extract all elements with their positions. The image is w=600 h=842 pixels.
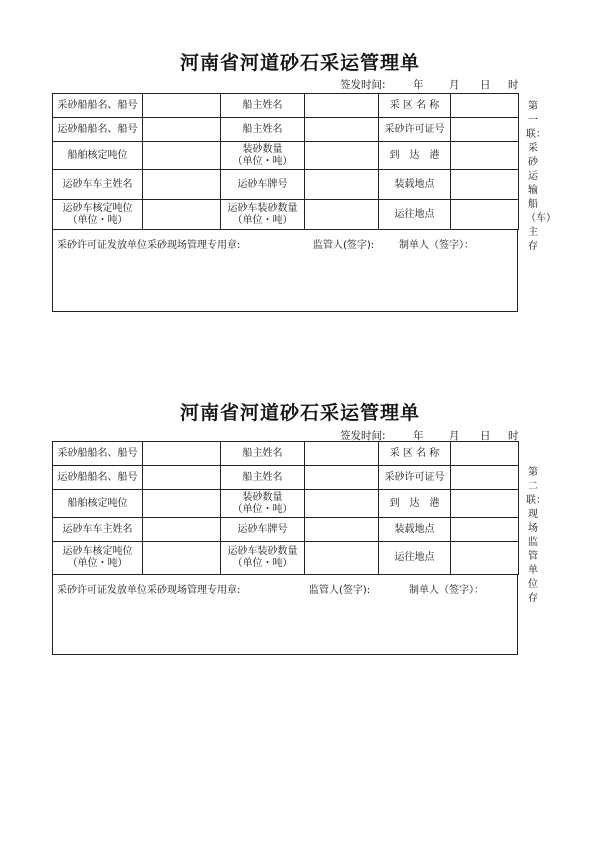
year-label: 年 xyxy=(413,79,424,91)
field-input[interactable] xyxy=(305,442,379,466)
table-row xyxy=(53,442,519,466)
field-label: 装载地点 xyxy=(379,170,451,200)
issue-time xyxy=(340,77,520,90)
field-input[interactable] xyxy=(305,490,379,518)
supervisor-signature-label: 监管人(签字): xyxy=(309,585,371,596)
signature-area xyxy=(52,230,518,312)
day-label: 日 xyxy=(480,430,491,442)
field-label: 运砂船船名、船号 xyxy=(53,118,143,142)
form-1-rows xyxy=(53,94,519,230)
form-title: 河南省河道砂石采运管理单 xyxy=(179,402,420,424)
table-row xyxy=(53,490,519,518)
field-label: 船主姓名 xyxy=(221,442,305,466)
field-label: 采 区 名 称 xyxy=(379,94,451,118)
field-label: 装砂数量 （单位・吨） xyxy=(221,142,305,170)
table-row xyxy=(53,542,519,575)
field-label: 运砂车核定吨位 （单位・吨） xyxy=(53,542,143,575)
seal-label: 采砂许可证发放单位采砂现场管理专用章: xyxy=(57,585,241,596)
field-input[interactable] xyxy=(305,466,379,490)
form-title: 河南省河道砂石采运管理单 xyxy=(179,52,420,74)
issue-time xyxy=(340,428,520,441)
maker-signature-label: 制单人（签字）： xyxy=(409,585,484,596)
signature-area xyxy=(52,575,518,655)
month-label: 月 xyxy=(449,430,460,442)
field-label: 船主姓名 xyxy=(221,94,305,118)
seal-label: 采砂许可证发放单位采砂现场管理专用章: xyxy=(57,240,241,251)
issue-time-label: 签发时间: xyxy=(340,79,386,91)
field-input[interactable] xyxy=(305,170,379,200)
field-input[interactable] xyxy=(451,466,519,490)
field-input[interactable] xyxy=(143,518,221,542)
field-input[interactable] xyxy=(451,170,519,200)
field-label: 采砂船船名、船号 xyxy=(53,94,143,118)
field-label: 采砂船船名、船号 xyxy=(53,442,143,466)
field-input[interactable] xyxy=(305,542,379,575)
form-2-rows xyxy=(53,442,519,575)
table-row xyxy=(53,142,519,170)
field-label: 运砂车装砂数量 （单位・吨） xyxy=(221,200,305,230)
field-input[interactable] xyxy=(305,118,379,142)
field-label: 运砂车牌号 xyxy=(221,170,305,200)
field-input[interactable] xyxy=(451,118,519,142)
field-label: 运砂车车主姓名 xyxy=(53,518,143,542)
field-input[interactable] xyxy=(143,466,221,490)
field-input[interactable] xyxy=(305,94,379,118)
field-input[interactable] xyxy=(143,542,221,575)
field-input[interactable] xyxy=(143,200,221,230)
field-input[interactable] xyxy=(143,490,221,518)
field-input[interactable] xyxy=(451,94,519,118)
field-label: 船舶核定吨位 xyxy=(53,142,143,170)
field-label: 船主姓名 xyxy=(221,466,305,490)
field-input[interactable] xyxy=(451,542,519,575)
field-input[interactable] xyxy=(451,200,519,230)
day-label: 日 xyxy=(480,79,491,91)
maker-signature-label: 制单人（签字）： xyxy=(399,240,474,251)
table-row xyxy=(53,200,519,230)
field-label: 运砂车核定吨位 （单位・吨） xyxy=(53,200,143,230)
issue-time-label: 签发时间: xyxy=(340,430,386,442)
field-label: 采砂许可证号 xyxy=(379,466,451,490)
table-row xyxy=(53,118,519,142)
field-label: 到 达 港 xyxy=(379,142,451,170)
field-input[interactable] xyxy=(305,200,379,230)
field-input[interactable] xyxy=(305,142,379,170)
field-label: 运往地点 xyxy=(379,200,451,230)
copy-note: 第二联：现场监管单位存 xyxy=(526,467,546,604)
field-input[interactable] xyxy=(143,170,221,200)
field-label: 采 区 名 称 xyxy=(379,442,451,466)
supervisor-signature-label: 监管人(签字): xyxy=(313,240,375,251)
field-label: 到 达 港 xyxy=(379,490,451,518)
field-input[interactable] xyxy=(451,490,519,518)
table-row xyxy=(53,518,519,542)
field-label: 船舶核定吨位 xyxy=(53,490,143,518)
field-input[interactable] xyxy=(143,94,221,118)
field-label: 运往地点 xyxy=(379,542,451,575)
table-row xyxy=(53,466,519,490)
field-input[interactable] xyxy=(451,442,519,466)
hour-label: 时 xyxy=(508,79,519,91)
hour-label: 时 xyxy=(508,430,519,442)
field-input[interactable] xyxy=(143,442,221,466)
form-table xyxy=(52,441,519,575)
field-input[interactable] xyxy=(143,118,221,142)
field-input[interactable] xyxy=(305,518,379,542)
year-label: 年 xyxy=(413,430,424,442)
table-row xyxy=(53,94,519,118)
field-label: 运砂船船名、船号 xyxy=(53,466,143,490)
field-label: 装砂数量 （单位・吨） xyxy=(221,490,305,518)
field-input[interactable] xyxy=(451,518,519,542)
copy-note: 第一联：采砂运输船（车）主存 xyxy=(526,101,556,252)
field-label: 运砂车牌号 xyxy=(221,518,305,542)
field-label: 装载地点 xyxy=(379,518,451,542)
month-label: 月 xyxy=(449,79,460,91)
field-label: 运砂车装砂数量 （单位・吨） xyxy=(221,542,305,575)
field-input[interactable] xyxy=(451,142,519,170)
form-table xyxy=(52,93,519,230)
field-label: 采砂许可证号 xyxy=(379,118,451,142)
field-input[interactable] xyxy=(143,142,221,170)
table-row xyxy=(53,170,519,200)
field-label: 船主姓名 xyxy=(221,118,305,142)
field-label: 运砂车车主姓名 xyxy=(53,170,143,200)
